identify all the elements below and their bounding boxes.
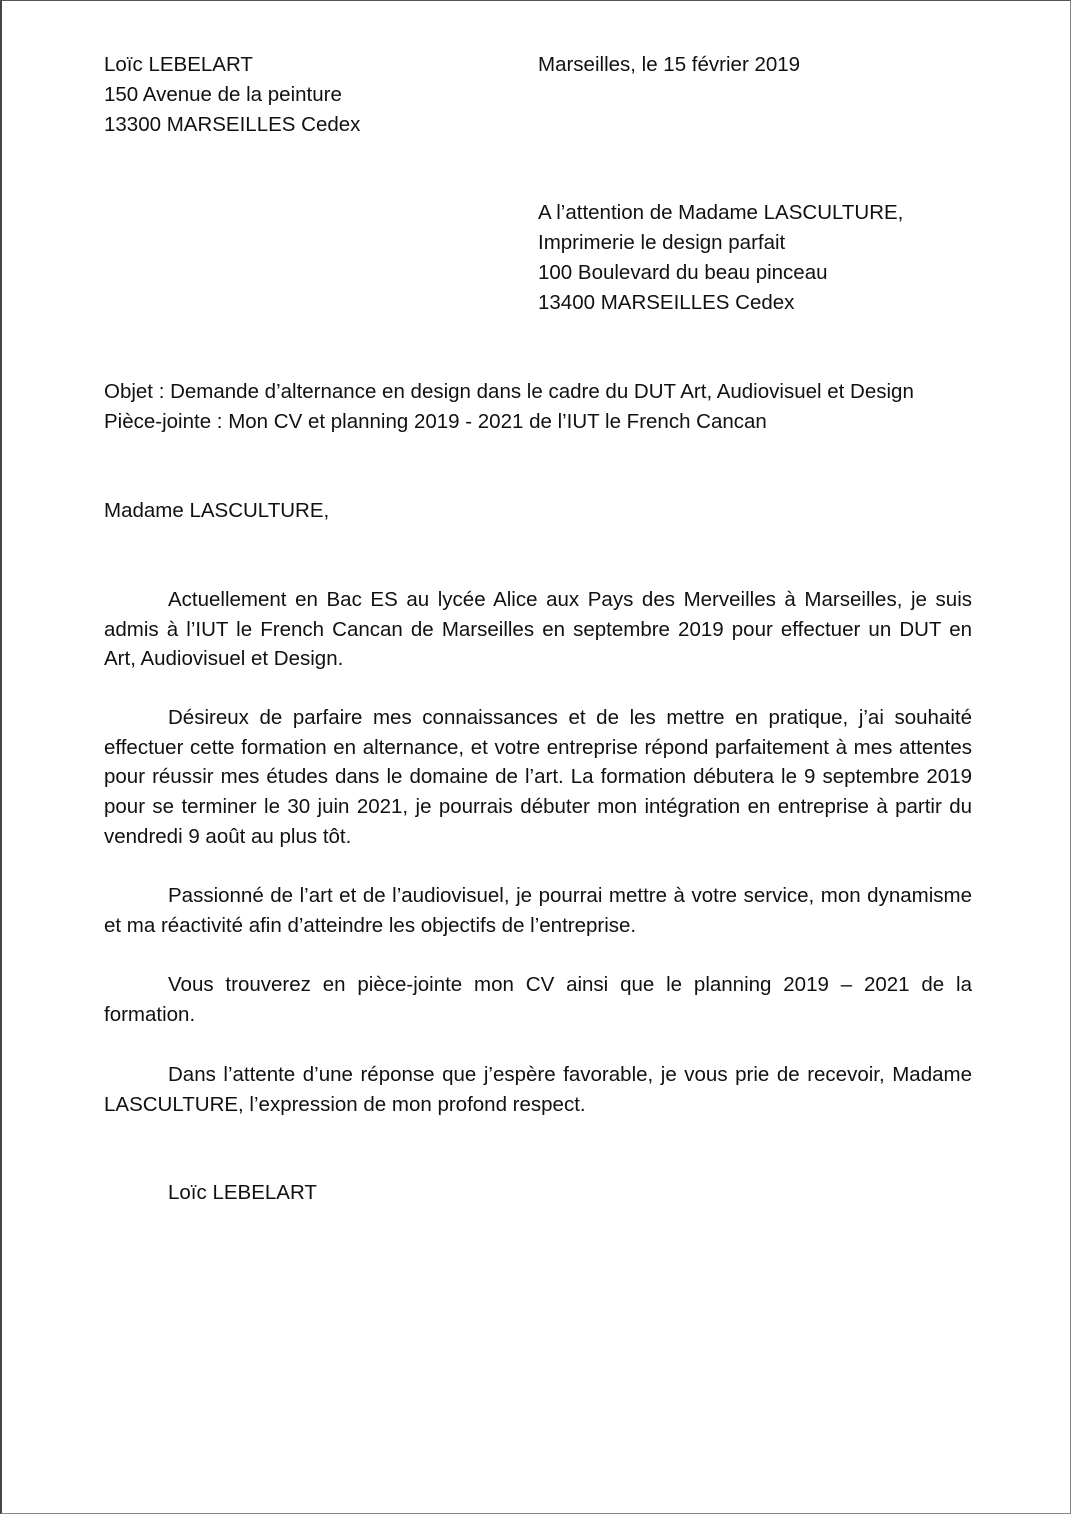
signature: Loïc LEBELART bbox=[168, 1181, 317, 1204]
salutation: Madame LASCULTURE, bbox=[104, 499, 330, 522]
body-paragraph-3: Passionné de l’art et de l’audiovisuel, je pourrai mettre à votre service, mon dynamisme et ma réactivité afin d’atteindre les objectifs de l’entreprise. bbox=[104, 884, 972, 937]
recipient-address-line1: 100 Boulevard du beau pinceau bbox=[538, 261, 828, 284]
recipient-address-line2: 13400 MARSEILLES Cedex bbox=[538, 291, 795, 314]
sender-address-line1: 150 Avenue de la peinture bbox=[104, 83, 342, 106]
body-paragraph-4: Vous trouverez en pièce-jointe mon CV ainsi que le planning 2019 – 2021 de la formation. bbox=[104, 973, 972, 1026]
sender-address-line2: 13300 MARSEILLES Cedex bbox=[104, 113, 361, 136]
recipient-attention: A l’attention de Madame LASCULTURE, bbox=[538, 201, 904, 224]
body-paragraph-1: Actuellement en Bac ES au lycée Alice aux Pays des Merveilles à Marseilles, je suis admis à l’IUT le French Cancan de Marseilles en septembre 2019 pour effectuer un DUT en Art, Audiovisuel et Design. bbox=[104, 588, 972, 671]
sender-name: Loïc LEBELART bbox=[104, 53, 253, 76]
subject-piece-jointe: Pièce-jointe : Mon CV et planning 2019 - 2021 de l’IUT le French Cancan bbox=[104, 410, 767, 433]
subject-block bbox=[104, 377, 914, 437]
date-line: Marseilles, le 15 février 2019 bbox=[538, 53, 801, 76]
body-paragraph-5: Dans l’attente d’une réponse que j’espère favorable, je vous prie de recevoir, Madame LASCULTURE, l’expression de mon profond respect. bbox=[104, 1063, 972, 1116]
recipient-company: Imprimerie le design parfait bbox=[538, 231, 786, 254]
body-paragraph-2: Désireux de parfaire mes connaissances et de les mettre en pratique, j’ai souhaité effectuer cette formation en alternance, et votre entreprise répond parfaitement à mes attentes pour réussir mes études dans le domaine de l’art. La formation débutera le 9 septembre 2019 pour se terminer le 30 juin 2021, je pourrais débuter mon intégration en entreprise à partir du vendredi 9 août au plus tôt. bbox=[104, 706, 972, 848]
recipient-block bbox=[538, 198, 903, 318]
sender-block bbox=[104, 50, 360, 140]
subject-objet: Objet : Demande d’alternance en design dans le cadre du DUT Art, Audiovisuel et Design bbox=[104, 380, 914, 403]
